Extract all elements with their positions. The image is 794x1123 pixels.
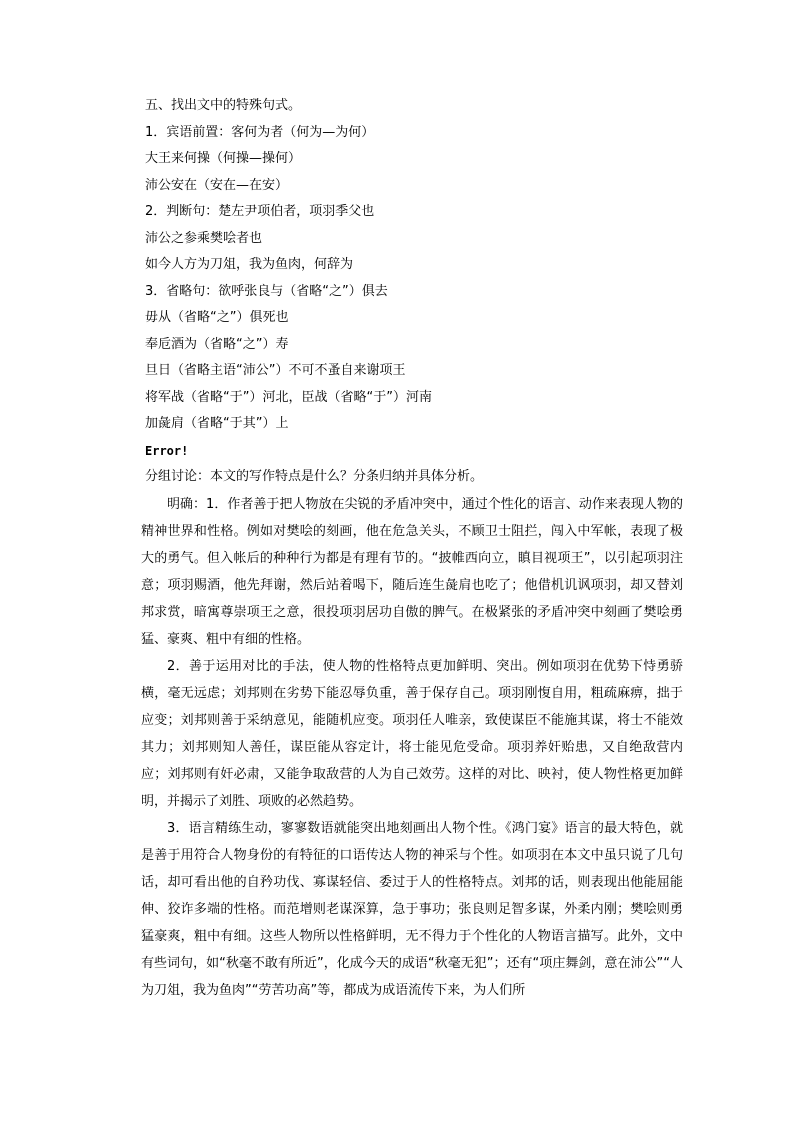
- sentence-line: 1．宾语前置：客何为者（何为—为何）: [145, 124, 375, 140]
- analysis-paragraph-2: 2．善于运用对比的手法，使人物的性格特点更加鲜明、突出。例如项羽在优势下恃勇骄横，毫无远虑；刘邦则在劣势下能忍辱负重，善于保存自己。项羽刚愎自用，粗疏麻痹，拙于应变；刘邦则善于采纳意见，能随机应变。项羽任人唯亲，致使谋臣不能施其谋，将士不能效其力；刘邦则知人善任，谋臣能从容定计，将士能见危受命。项羽养奸贻患，又自绝敌营内应；刘邦则有奸必肃，又能争取敌营的人为自己效劳。这样的对比、映衬，使人物性格更加鲜明，并揭示了刘胜、项败的必然趋势。: [141, 658, 683, 809]
- analysis-paragraph-1: 明确：1．作者善于把人物放在尖锐的矛盾冲突中，通过个性化的语言、动作来表现人物的精神世界和性格。例如对樊哙的刻画，他在危急关头，不顾卫士阻拦，闯入中军帐，表现了极大的勇气。但入帐后的种种行为都是有理有节的。“披帷西向立，瞋目视项王”，以引起项羽注意；项羽赐酒，他先拜谢，然后站着喝下，随后连生彘肩也吃了；他借机讥讽项羽，却又替刘邦求赏，暗寓尊崇项王之意，很投项羽居功自傲的脾气。在极紧张的矛盾冲突中刻画了樊哙勇猛、豪爽、粗中有细的性格。: [141, 496, 683, 647]
- sentence-line: 3．省略句：欲呼张良与（省略“之”）俱去: [145, 283, 388, 299]
- document-body: [141, 93, 685, 1004]
- sentence-line: 奉卮酒为（省略“之”）寿: [145, 336, 289, 352]
- sentence-line: 将军战（省略“于”）河北，臣战（省略“于”）河南: [145, 389, 432, 405]
- sentence-line: 大王来何操（何操—操何）: [145, 151, 302, 166]
- sentence-line: 沛公之参乘樊哙者也: [145, 230, 263, 246]
- section-heading: 五、找出文中的特殊句式。: [145, 98, 302, 113]
- sentence-line: 如今人方为刀俎，我为鱼肉，何辞为: [145, 257, 354, 272]
- sentence-line: 沛公安在（安在—在安）: [145, 177, 289, 193]
- analysis-paragraph-3: 3．语言精练生动，寥寥数语就能突出地刻画出人物个性。《鸿门宴》语言的最大特色，就是善于用符合人物身份的有特征的口语传达人物的神采与个性。如项羽在本文中虽只说了几句话，却可看出他的自矜功伐、寡谋轻信、委过于人的性格特点。刘邦的话，则表现出他能屈能伸、狡诈多端的性格。而范增则老谋深算，急于事功；张良则足智多谋，外柔内刚；樊哙则勇猛豪爽，粗中有细。这些人物所以性格鲜明，无不得力于个性化的人物语言描写。此外，文中有些词句，如“秋毫不敢有所近”，化成今天的成语“秋毫无犯”；还有“项庄舞剑，意在沛公”“人为刀俎，我为鱼肉”“劳苦功高”等，都成为成语流传下来，为人们所: [141, 820, 683, 998]
- sentence-line: 加彘肩（省略“于其”）上: [145, 416, 289, 431]
- sentence-line: 旦日（省略主语“沛公”）不可不蚤自来谢项王: [145, 363, 406, 378]
- sentence-line: 毋从（省略“之”）俱死也: [145, 310, 289, 325]
- discussion-prompt: 分组讨论：本文的写作特点是什么？分条归纳并具体分析。: [145, 469, 484, 484]
- sentence-line: 2．判断句：楚左尹项伯者，项羽季父也: [145, 204, 375, 219]
- error-text: Error!: [145, 443, 189, 458]
